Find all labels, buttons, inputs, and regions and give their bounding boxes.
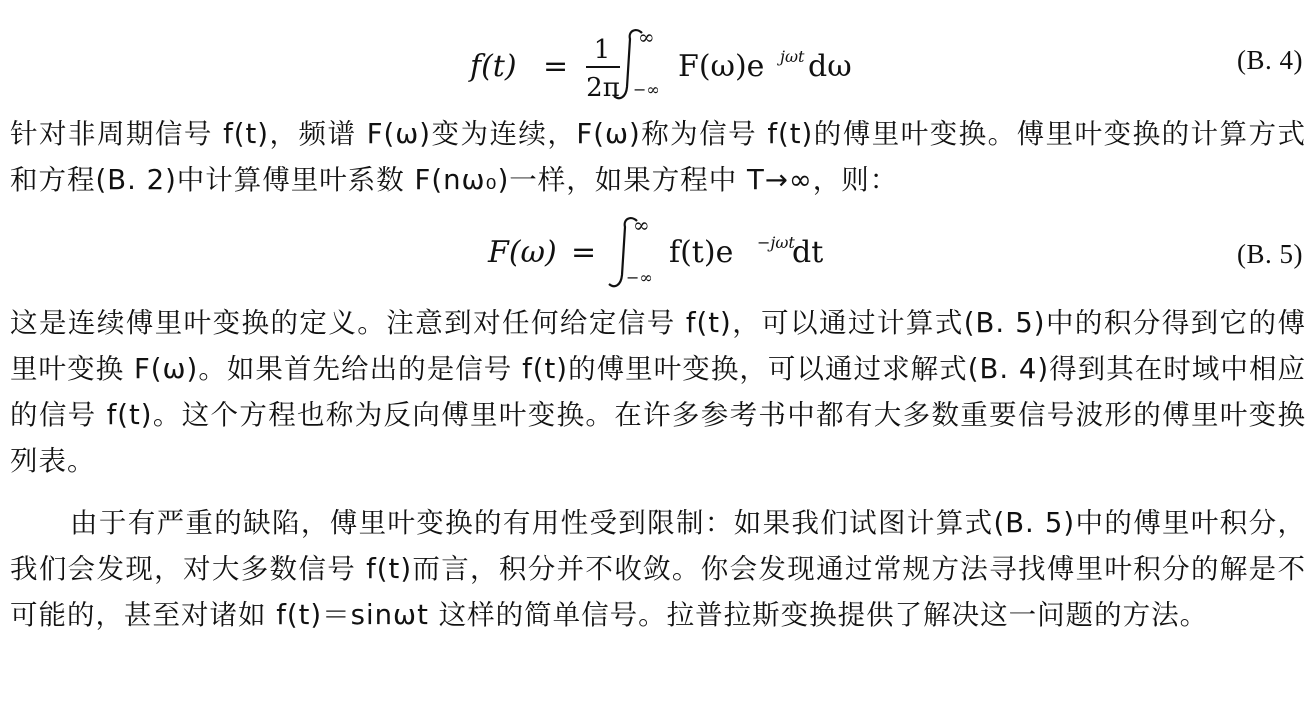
equation-b4-formula bbox=[440, 5, 860, 105]
differential: dt bbox=[792, 235, 824, 270]
equation-number: (B. 4) bbox=[1237, 45, 1303, 75]
equation-lhs: f(t) bbox=[470, 49, 517, 84]
differential: dω bbox=[808, 49, 852, 84]
integrand: F(ω)e bbox=[678, 49, 765, 84]
equation-equals: = bbox=[543, 49, 569, 84]
equation-equals: = bbox=[571, 235, 597, 270]
fraction-denominator: 2π bbox=[586, 73, 620, 103]
exponent: −jωt bbox=[757, 233, 795, 252]
equation-number: (B. 5) bbox=[1237, 239, 1303, 269]
paragraph-3: 由于有严重的缺陷，傅里叶变换的有用性受到限制：如果我们试图计算式(B. 5)中的傅里叶积分，我们会发现，对大多数信号 f(t)而言，积分并不收敛。你会发现通过常规方法寻找傅里叶积分的解是不可能的，甚至对诸如 f(t)＝sinωt 这样的简单信号。拉普拉斯变换提供了解决这一问题的方法。 bbox=[10, 507, 1306, 631]
equation-lhs: F(ω) bbox=[488, 235, 557, 270]
paragraph-2: 这是连续傅里叶变换的定义。注意到对任何给定信号 f(t)，可以通过计算式(B. 5)中的积分得到它的傅里叶变换 F(ω)。如果首先给出的是信号 f(t)的傅里叶变换，可以通过求解式(B. 4)得到其在时域中相应的信号 f(t)。这个方程也称为反向傅里叶变换。在许多参考书中都有大多数重要信号波形的傅里叶变换列表。 bbox=[10, 307, 1306, 477]
integral-upper-limit: ∞ bbox=[633, 213, 650, 237]
integral-lower-limit: −∞ bbox=[626, 268, 653, 287]
integral-lower-limit: −∞ bbox=[633, 80, 660, 99]
integrand: f(t)e bbox=[669, 235, 734, 270]
equation-b5 bbox=[0, 205, 1313, 305]
fraction-numerator: 1 bbox=[593, 35, 611, 65]
integral-upper-limit: ∞ bbox=[638, 25, 655, 49]
paragraph-1: 针对非周期信号 f(t)，频谱 F(ω)变为连续，F(ω)称为信号 f(t)的傅里叶变换。傅里叶变换的计算方式和方程(B. 2)中计算傅里叶系数 F(nω₀)一样，如果方程中 T→∞，则： bbox=[10, 118, 1306, 196]
equation-b4 bbox=[0, 5, 1313, 105]
exponent: jωt bbox=[780, 47, 805, 66]
equation-b5-formula bbox=[440, 205, 860, 305]
